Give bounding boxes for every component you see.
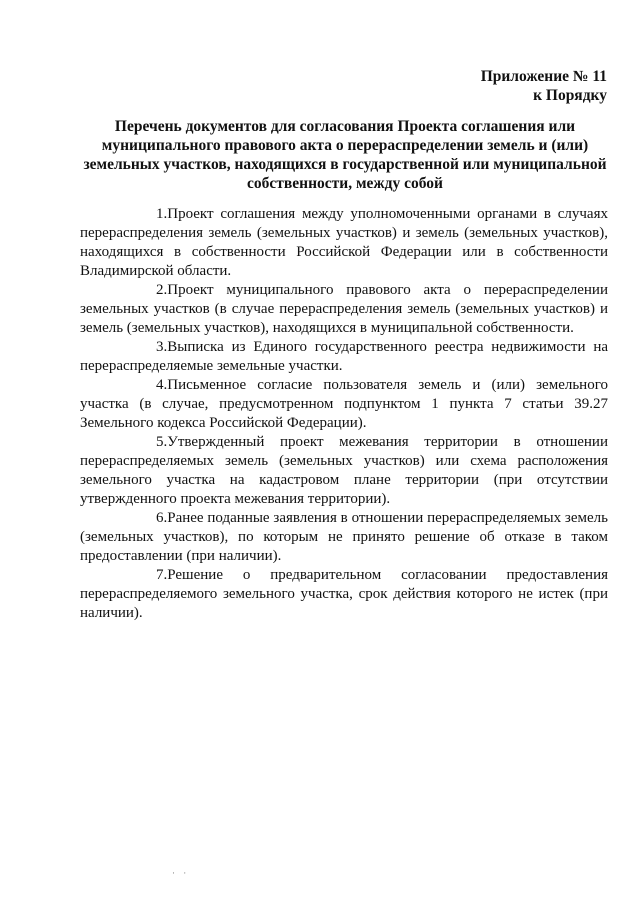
appendix-reference: к Порядку [533,87,607,104]
list-item [80,205,608,281]
appendix-number: Приложение № 11 [480,68,607,85]
list-item [80,376,608,433]
item-number: 7. [156,567,168,583]
item-number: 6. [156,510,168,526]
list-item [80,281,608,338]
appendix-header [481,67,607,105]
documents-list [80,205,608,623]
list-item [80,509,608,566]
list-item [80,338,608,376]
item-number: 3. [156,339,168,355]
item-text: Решение о предварительном согласовании предоставления перераспределяемого земельного участка, срок действия которого не истек (при наличии). [80,567,608,621]
document-title: Перечень документов для согласования Проекта соглашения или муниципального правового акта о перераспределении земель и (или) земельных участков, находящихся в государственной или муниципальной собственности, между собой [83,118,607,192]
item-number: 2. [156,282,168,298]
item-number: 4. [156,377,168,393]
item-text: Проект муниципального правового акта о перераспределении земельных участков (в случае перераспределения земель (земельных участков) и земель (земельных участков), находящихся в муниципальной собственности. [80,282,608,336]
item-text: Ранее поданные заявления в отношении перераспределяемых земель (земельных участков), по которым не принято решение об отказе в таком предоставлении (при наличии). [80,510,608,564]
scan-speck: · · [172,868,190,878]
item-text: Выписка из Единого государственного реестра недвижимости на перераспределяемые земельные участки. [80,339,608,374]
item-text: Письменное согласие пользователя земель и (или) земельного участка (в случае, предусмотренном подпунктом 1 пункта 7 статьи 39.27 Земельного кодекса Российской Федерации). [80,377,608,431]
item-number: 1. [156,206,168,222]
list-item [80,433,608,509]
item-text: Проект соглашения между уполномоченными органами в случаях перераспределения земель (земельных участков) и земель (земельных участков), находящихся в собственности Российской Федерации или в собственности Владимирской области. [80,206,608,279]
list-item [80,566,608,623]
item-text: Утвержденный проект межевания территории в отношении перераспределяемых земель (земельных участков) или схема расположения земельного участка на кадастровом плане территории (при отсутствии утвержденного проекта межевания территории). [80,434,608,507]
item-number: 5. [156,434,168,450]
